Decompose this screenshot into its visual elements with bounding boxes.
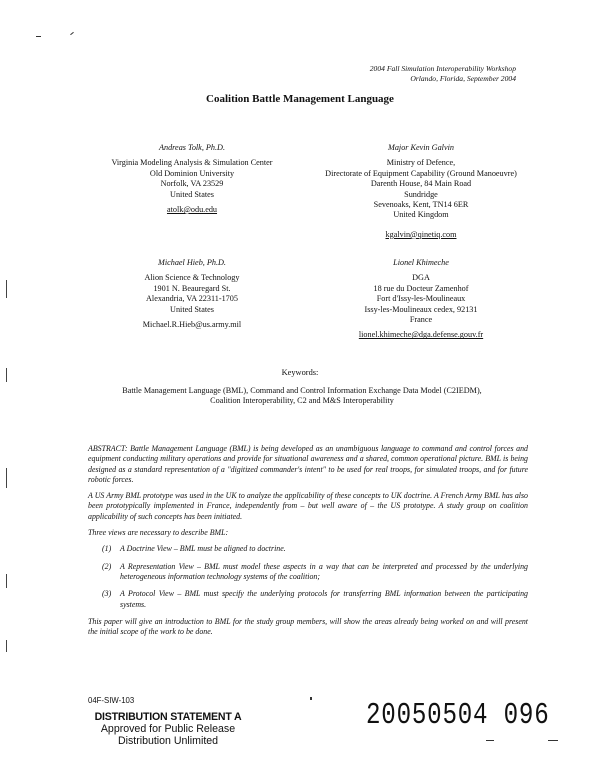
scan-mark: [70, 32, 74, 35]
affiliation-line: Norfolk, VA 23529: [160, 179, 224, 189]
author-name: Major Kevin Galvin: [388, 143, 454, 152]
keywords-line: Coalition Interoperability, C2 and M&S Interoperability: [210, 396, 394, 406]
affiliation-line: Alion Science & Technology: [144, 273, 240, 283]
keywords-list: [60, 386, 544, 407]
list-item: [88, 562, 528, 583]
view-list: [88, 544, 528, 609]
author-email-link[interactable]: lionel.khimeche@dga.defense.gouv.fr: [358, 330, 484, 340]
author-block-hieb: [112, 258, 272, 330]
scan-dot: [310, 697, 312, 700]
affiliation-line: Sundridge: [404, 189, 438, 199]
stamp-line: Approved for Public Release: [100, 723, 236, 736]
workshop-line-2: Orlando, Florida, September 2004: [410, 73, 516, 83]
list-number: (1): [102, 544, 112, 554]
barcode-number: 20050504 096: [366, 698, 550, 733]
list-item: [88, 589, 528, 610]
affiliation-line: Old Dominion University: [149, 168, 235, 178]
affiliation-line: United States: [170, 304, 214, 314]
document-number: 04F-SIW-103: [88, 696, 135, 705]
margin-mark: [6, 640, 7, 652]
list-text: A Protocol View – BML must specify the underlying protocols for transferring BML information between the participating systems.: [120, 589, 528, 609]
author-block-khimeche: [326, 258, 516, 341]
affiliation-line: Darenth House, 84 Main Road: [370, 179, 472, 189]
affiliation-line: United Kingdom: [393, 210, 449, 220]
affiliation-line: Fort d'Issy-les-Moulineaux: [376, 294, 466, 304]
abstract-paragraph-3: Three views are necessary to describe BML:: [88, 528, 229, 538]
paper-title: Coalition Battle Management Language: [206, 93, 394, 105]
stamp-title: DISTRIBUTION STATEMENT A: [94, 711, 242, 723]
affiliation-line: France: [409, 315, 433, 325]
affiliation-line: Alexandria, VA 22311-1705: [146, 294, 238, 304]
list-text: A Doctrine View – BML must be aligned to doctrine.: [120, 544, 286, 554]
abstract-label: ABSTRACT:: [88, 444, 128, 453]
author-email-link[interactable]: Michael.R.Hieb@us.army.mil: [142, 320, 242, 330]
affiliation-line: United States: [170, 189, 214, 199]
author-name: Michael Hieb, Ph.D.: [158, 258, 226, 267]
abstract-paragraph-1: [88, 444, 528, 485]
list-item: [88, 544, 528, 554]
abstract-paragraph-2: A US Army BML prototype was used in the UK to analyze the applicability of these concepts to UK doctrine. A French Army BML has also been prototypically implemented in France, independently from – but well aware of – the US prototype. A study group on coalition applicability of such concepts has been initiated.: [88, 491, 528, 521]
scan-mark: [486, 740, 494, 741]
scan-mark: [36, 36, 41, 37]
margin-mark: [6, 574, 7, 588]
affiliation-line: Sevenoaks, Kent, TN14 6ER: [373, 200, 469, 210]
list-number: (3): [102, 589, 112, 599]
abstract-paragraph-4: This paper will give an introduction to BML for the study group members, will show the areas already being worked on and will present the initial scope of the work to be done.: [88, 616, 528, 637]
list-number: (2): [102, 561, 112, 571]
affiliation-line: DGA: [412, 273, 430, 283]
distribution-stamp: [72, 711, 264, 748]
stamp-line: Distribution Unlimited: [117, 735, 219, 748]
abstract-text: Battle Management Language (BML) is being developed as an unambiguous language to command and control forces and equipment conducting military operations and provide for situational awareness and a shared, common operational picture. BML is being designed as a standard representation of a "digitized commander's intent" to be used for real troops, for simulated troops, and for future robotic forces.: [88, 444, 528, 484]
affiliation-line: Directorate of Equipment Capability (Ground Manoeuvre): [325, 168, 517, 178]
author-block-galvin: [296, 143, 546, 240]
affiliation-line: 18 rue du Docteur Zamenhof: [373, 283, 469, 293]
workshop-header: [370, 64, 516, 83]
author-name: Lionel Khimeche: [393, 258, 449, 267]
margin-mark: [6, 280, 7, 298]
keywords-heading: Keywords:: [281, 368, 319, 377]
abstract-section: [88, 444, 528, 637]
author-block-tolk: [92, 143, 292, 215]
affiliation-line: 1901 N. Beauregard St.: [153, 283, 231, 293]
author-name: Andreas Tolk, Ph.D.: [158, 143, 226, 152]
affiliation-line: Issy-les-Moulineaux cedex, 92131: [364, 304, 478, 314]
affiliation-line: Ministry of Defence,: [386, 158, 456, 168]
keywords-line: Battle Management Language (BML), Command and Control Information Exchange Data Model (C2IEDM),: [122, 386, 482, 395]
margin-mark: [6, 468, 7, 488]
author-email-link[interactable]: kgalvin@qinetiq.com: [385, 229, 457, 239]
workshop-line-1: 2004 Fall Simulation Interoperability Workshop: [369, 64, 516, 73]
affiliation-line: Virginia Modeling Analysis & Simulation Center: [111, 158, 273, 168]
author-email-link[interactable]: atolk@odu.edu: [166, 205, 218, 215]
list-text: A Representation View – BML must model these aspects in a way that can be interpreted and processed by the underlying heterogeneous information technology systems of the coalition;: [120, 561, 528, 581]
scan-mark: [548, 740, 558, 741]
